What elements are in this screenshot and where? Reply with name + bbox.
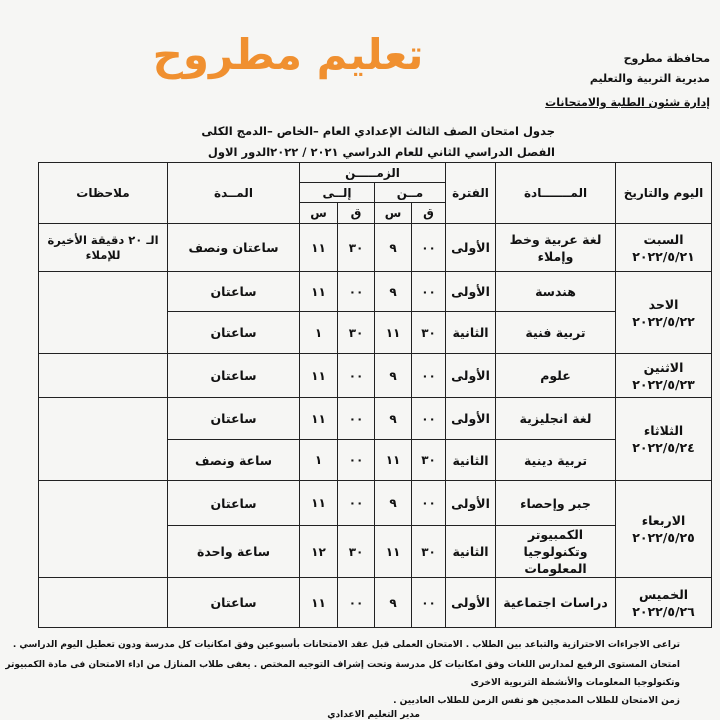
table-row (39, 272, 712, 312)
from-hour-cell: ٩ (375, 481, 412, 526)
notes-cell (39, 272, 168, 354)
from-minute-cell: ٠٠ (412, 481, 446, 526)
to-minute-cell: ٠٠ (338, 398, 375, 440)
exam-schedule-table (38, 162, 712, 628)
to-minute-cell: ٠٠ (338, 354, 375, 398)
column-header-notes: ملاحظات (39, 163, 168, 224)
day-name: الاثنين (643, 359, 684, 375)
duration-cell: ساعتان (168, 272, 300, 312)
from-hour-cell: ١١ (375, 526, 412, 578)
governorate-label: محافظة مطروح (623, 52, 710, 65)
to-hour-cell: ١١ (300, 354, 338, 398)
period-cell: الثانية (446, 440, 496, 481)
from-minute-cell: ٠٠ (412, 272, 446, 312)
day-date: ٢٠٢٢/٥/٢٣ (632, 376, 695, 392)
from-minute-cell: ٠٠ (412, 398, 446, 440)
from-minute-cell: ٠٠ (412, 354, 446, 398)
column-header-to: إلــى (300, 183, 375, 203)
notes-cell: الـ ٢٠ دقيقة الأخيرة للإملاء (39, 224, 168, 272)
brand-watermark: تعليم مطروح (152, 30, 424, 79)
period-cell: الثانية (446, 312, 496, 354)
footer-note-4: زمن الامتحان للطلاب المدمجين هو نفس الزمن للطلاب العاديين . (393, 696, 680, 706)
from-hour-cell: ٩ (375, 354, 412, 398)
footer-note-3: وتكنولوجيا المعلومات والأنشطة التربوية الاخرى (470, 678, 680, 688)
footer-signature: مدير التعليم الاعدادي (327, 710, 420, 720)
from-hour-cell: ٩ (375, 224, 412, 272)
to-minute-cell: ٠٠ (338, 272, 375, 312)
to-hour-cell: ١١ (300, 398, 338, 440)
column-header-to-hour: س (300, 203, 338, 224)
column-header-to-minute: ق (338, 203, 375, 224)
day-name: الاربعاء (641, 513, 686, 528)
day-name: الاحد (648, 296, 679, 312)
to-minute-cell: ٣٠ (338, 526, 375, 578)
from-minute-cell: ٠٠ (412, 578, 446, 628)
day-name: السبت (643, 231, 684, 247)
from-minute-cell: ٣٠ (412, 440, 446, 481)
day-date: ٢٠٢٢/٥/٢٦ (632, 603, 695, 619)
duration-cell: ساعة ونصف (168, 440, 300, 481)
directorate-label: مديرية التربية والتعليم (589, 72, 710, 85)
to-hour-cell: ١١ (300, 272, 338, 312)
day-cell (616, 272, 712, 354)
subject-cell: علوم (496, 354, 616, 398)
subject-cell: تربية فنية (496, 312, 616, 354)
subject-cell: جبر وإحصاء (496, 481, 616, 526)
duration-cell: ساعتان (168, 481, 300, 526)
to-hour-cell: ١ (300, 440, 338, 481)
day-cell (616, 398, 712, 481)
day-cell (616, 481, 712, 578)
subject-cell: لغة عربية وخط وإملاء (496, 224, 616, 272)
from-hour-cell: ١١ (375, 312, 412, 354)
department-label: إدارة شئون الطلبة والامتحانات (545, 96, 710, 109)
subject-cell: دراسات اجتماعية (496, 578, 616, 628)
to-hour-cell: ١ (300, 312, 338, 354)
to-hour-cell: ١١ (300, 224, 338, 272)
from-minute-cell: ٠٠ (412, 224, 446, 272)
day-cell (616, 578, 712, 628)
notes-cell (39, 578, 168, 628)
from-hour-cell: ١١ (375, 440, 412, 481)
to-minute-cell: ٠٠ (338, 578, 375, 628)
column-header-day: اليوم والتاريخ (616, 163, 712, 224)
column-header-from: مــن (375, 183, 446, 203)
footer-note-1: تراعى الاجراءات الاحترازية والتباعد بين الطلاب . الامتحان العملى قبل عقد الامتحانات بأسبوعين وفق امكانيات كل مدرسة ودون تعطيل اليوم الدراسي . (12, 640, 680, 650)
from-hour-cell: ٩ (375, 398, 412, 440)
to-minute-cell: ٠٠ (338, 440, 375, 481)
day-date: ٢٠٢٢/٥/٢٤ (632, 440, 695, 455)
day-cell (616, 354, 712, 398)
duration-cell: ساعتان (168, 578, 300, 628)
subject-cell: الكمبيوتر وتكنولوجيا المعلومات (496, 526, 616, 578)
period-cell: الأولى (446, 224, 496, 272)
table-row (39, 354, 712, 398)
from-hour-cell: ٩ (375, 272, 412, 312)
period-cell: الأولى (446, 481, 496, 526)
schedule-title: جدول امتحان الصف الثالث الإعدادي العام –الخاص –الدمج الكلى (201, 124, 555, 138)
period-cell: الأولى (446, 398, 496, 440)
column-header-time: الزمـــــن (300, 163, 446, 183)
day-date: ٢٠٢٢/٥/٢١ (632, 248, 695, 264)
to-minute-cell: ٣٠ (338, 224, 375, 272)
subject-cell: لغة انجليزية (496, 398, 616, 440)
to-minute-cell: ٣٠ (338, 312, 375, 354)
table-row (39, 224, 712, 272)
subject-cell: هندسة (496, 272, 616, 312)
table-row (39, 398, 712, 440)
duration-cell: ساعتان (168, 312, 300, 354)
duration-cell: ساعتان ونصف (168, 224, 300, 272)
subject-cell: تربية دينية (496, 440, 616, 481)
column-header-period: الفترة (446, 163, 496, 224)
period-cell: الأولى (446, 354, 496, 398)
day-name: الخميس (638, 586, 689, 602)
duration-cell: ساعتان (168, 354, 300, 398)
column-header-from-hour: س (375, 203, 412, 224)
day-date: ٢٠٢٢/٥/٢٢ (632, 313, 695, 329)
table-row (39, 578, 712, 628)
notes-cell (39, 398, 168, 481)
period-cell: الثانية (446, 526, 496, 578)
to-hour-cell: ١١ (300, 481, 338, 526)
table-row (39, 481, 712, 526)
schedule-subtitle: الفصل الدراسي الثاني للعام الدراسي ٢٠٢١ / ٢٠٢٢الدور الاول (207, 145, 555, 159)
notes-cell (39, 481, 168, 578)
from-hour-cell: ٩ (375, 578, 412, 628)
to-hour-cell: ١٢ (300, 526, 338, 578)
period-cell: الأولى (446, 272, 496, 312)
day-date: ٢٠٢٢/٥/٢٥ (632, 530, 695, 545)
to-hour-cell: ١١ (300, 578, 338, 628)
from-minute-cell: ٣٠ (412, 526, 446, 578)
period-cell: الأولى (446, 578, 496, 628)
day-cell (616, 224, 712, 272)
day-name: الثلاثاء (643, 423, 684, 438)
footer-note-2: امتحان المستوى الرفيع لمدارس اللغات وفق امكانيات كل مدرسة وتحت إشراف التوجيه المختص . يعفى طلاب المنازل من اداء الامتحان فى مادة الكمبيوتر (5, 660, 680, 670)
column-header-subject: المـــــــادة (496, 163, 616, 224)
column-header-from-minute: ق (412, 203, 446, 224)
duration-cell: ساعتان (168, 398, 300, 440)
column-header-duration: المــدة (168, 163, 300, 224)
to-minute-cell: ٠٠ (338, 481, 375, 526)
from-minute-cell: ٣٠ (412, 312, 446, 354)
duration-cell: ساعة واحدة (168, 526, 300, 578)
notes-cell (39, 354, 168, 398)
